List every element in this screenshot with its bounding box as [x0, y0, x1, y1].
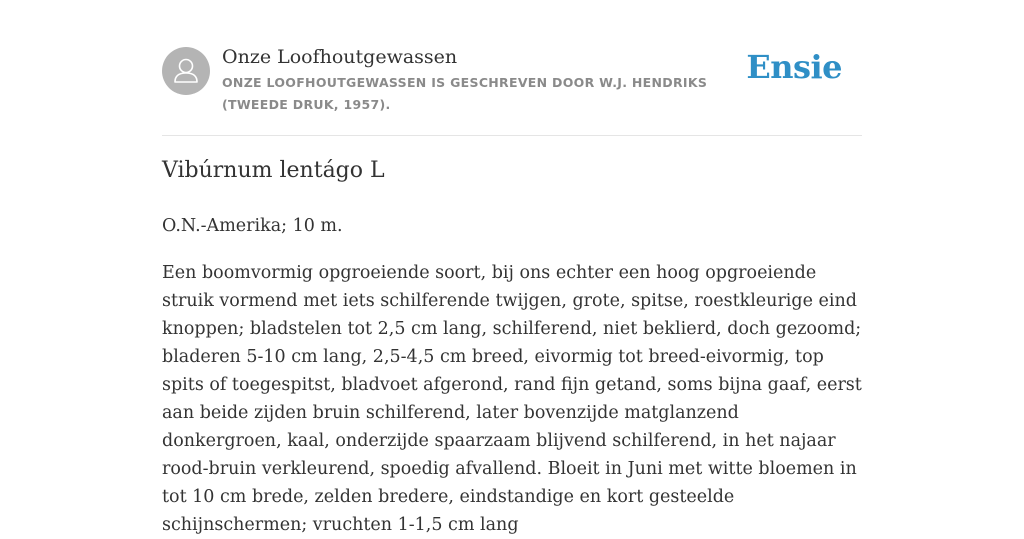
source-avatar[interactable]: [162, 47, 210, 95]
source-title[interactable]: Onze Loofhoutgewassen: [222, 46, 458, 68]
brand-logo[interactable]: Ensie: [746, 48, 842, 86]
article-container: [162, 0, 862, 535]
entry-title: Vibúrnum lentágo L: [162, 158, 385, 183]
entry-paragraph-description: Een boomvormig opgroeiende soort, bij ons echter een hoog opgroeiende struik vormend met iets schilferende twijgen, grote, spitse, roestkleurige eind knoppen; bladstelen tot 2,5 cm lang, schilferend, niet beklierd, doch gezoomd; bladeren 5-10 cm lang, 2,5-4,5 cm breed, eivormig tot breed-eivormig, top spits of toegespitst, bladvoet afgerond, rand fijn getand, soms bijna gaaf, eerst aan beide zijden bruin schilferend, later bovenzijde matglanzend donkergroen, kaal, onderzijde spaarzaam blijvend schilferend, in het najaar rood-bruin verkleurend, spoedig afvallend. Bloeit in Juni met witte bloemen in tot 10 cm brede, zelden bredere, eindstandige en kort gesteelde schijnschermen; vruchten 1-1,5 cm lang: [162, 263, 862, 535]
source-header: [162, 0, 862, 136]
entry-paragraph-origin: O.N.-Amerika; 10 m.: [162, 216, 343, 236]
person-icon: [162, 47, 210, 95]
source-description: ONZE LOOFHOUTGEWASSEN IS GESCHREVEN DOOR W.J. HENDRIKS (TWEEDE DRUK, 1957).: [222, 75, 708, 112]
